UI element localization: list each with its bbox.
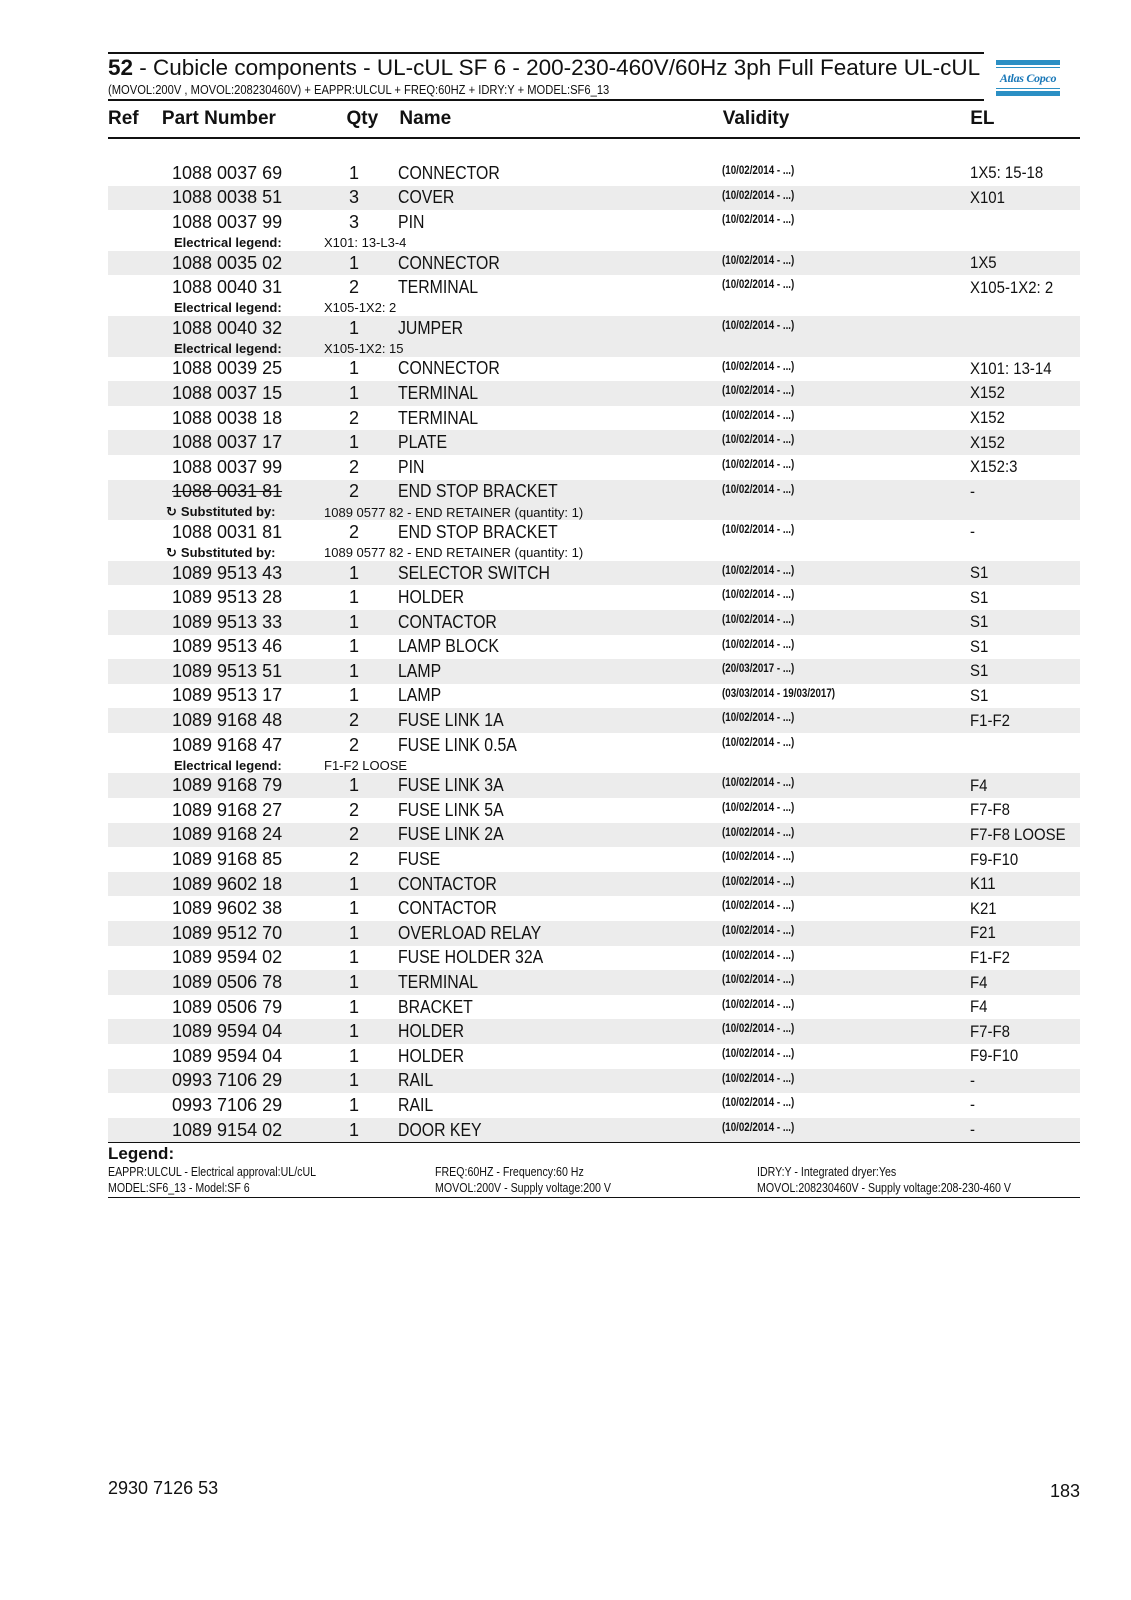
cell-el: S1 [970, 587, 989, 607]
cell-validity: (10/02/2014 - ...) [722, 1048, 795, 1060]
cell-qty: 1 [349, 611, 360, 632]
table-row [108, 921, 1080, 946]
cell-name: TERMINAL [398, 277, 479, 298]
cell-name: FUSE [398, 849, 441, 870]
cell-el: 1X5: 15-18 [970, 163, 1044, 183]
table-row [108, 872, 1080, 897]
table-row [108, 480, 1080, 521]
cell-part-number: 0993 7106 29 [172, 1094, 283, 1115]
table-row [108, 210, 1080, 251]
cell-validity: (10/02/2014 - ...) [722, 900, 795, 913]
legend-item: IDRY:Y - Integrated dryer:Yes [757, 1165, 897, 1180]
cell-qty: 2 [349, 521, 360, 542]
table-row [108, 406, 1080, 431]
logo-text: Atlas Copco [996, 67, 1060, 89]
section-title: - Cubicle components - UL-cUL SF 6 - 200-230-460V/60Hz 3ph Full Feature UL-cUL [133, 55, 981, 80]
table-row [108, 635, 1080, 660]
cell-qty: 1 [349, 562, 360, 583]
cell-el: F7-F8 [970, 800, 1010, 820]
cell-validity: (10/02/2014 - ...) [722, 638, 795, 651]
cell-name: LAMP [398, 685, 442, 706]
electrical-legend-note [108, 300, 1080, 316]
note-label: Electrical legend: [174, 300, 282, 316]
cell-part-number: 1088 0038 18 [172, 407, 283, 428]
cell-validity: (10/02/2014 - ...) [722, 613, 795, 626]
note-label: Substituted by: [180, 504, 276, 520]
cell-name: JUMPER [398, 317, 464, 338]
table-row [108, 186, 1080, 211]
cell-name: HOLDER [398, 1045, 465, 1066]
cell-qty: 1 [349, 660, 360, 681]
cell-name: CONNECTOR [398, 162, 500, 183]
cell-el: X105-1X2: 2 [970, 277, 1054, 297]
cell-part-number: 1088 0040 31 [172, 277, 283, 298]
cell-validity: (10/02/2014 - ...) [722, 409, 795, 422]
cell-validity: (10/02/2014 - ...) [722, 925, 795, 938]
cell-part-number: 1088 0040 32 [172, 317, 283, 338]
cell-name: CONNECTOR [398, 358, 500, 379]
table-row [108, 733, 1080, 774]
cell-qty: 1 [349, 947, 360, 968]
cell-part-number: 1088 0031 81 [172, 521, 283, 542]
cell-el: F4 [970, 997, 988, 1017]
refresh-icon: ↻ [166, 504, 177, 520]
note-value: 1089 0577 82 - END RETAINER (quantity: 1) [324, 545, 584, 561]
substitution-note [108, 545, 1080, 561]
cell-part-number: 1088 0035 02 [172, 252, 283, 273]
cell-el: - [970, 481, 975, 501]
table-row [108, 357, 1080, 382]
cell-part-number: 1089 9513 46 [172, 636, 283, 657]
table-row [108, 610, 1080, 635]
cell-name: TERMINAL [398, 407, 479, 428]
col-header-part-number: Part Number [161, 108, 276, 129]
cell-qty: 1 [349, 972, 360, 993]
cell-part-number: 1089 0506 79 [172, 996, 283, 1017]
cell-el: X152 [970, 383, 1005, 403]
note-value: 1089 0577 82 - END RETAINER (quantity: 1) [324, 504, 584, 520]
page-number: 183 [1049, 1481, 1080, 1501]
cell-part-number: 1089 9513 28 [172, 587, 283, 608]
cell-name: COVER [398, 187, 455, 208]
note-value: X101: 13-L3-4 [324, 235, 407, 251]
cell-validity: (10/02/2014 - ...) [722, 458, 795, 471]
legend-item: FREQ:60HZ - Frequency:60 Hz [435, 1165, 584, 1180]
table-row [108, 995, 1080, 1020]
table-row [108, 381, 1080, 406]
table-row [108, 946, 1080, 971]
cell-name: TERMINAL [398, 382, 479, 403]
cell-validity: (10/02/2014 - ...) [722, 826, 795, 839]
cell-validity: (10/02/2014 - ...) [722, 1097, 795, 1110]
cell-qty: 2 [349, 734, 360, 755]
cell-qty: 1 [349, 1094, 360, 1115]
cell-qty: 1 [349, 1045, 360, 1066]
cell-validity: (10/02/2014 - ...) [722, 319, 795, 332]
page-title [108, 56, 984, 80]
logo-bar-bottom [996, 91, 1060, 96]
cell-part-number: 1089 9513 17 [172, 685, 283, 706]
cell-el: F9-F10 [970, 1046, 1019, 1066]
cell-validity: (10/02/2014 - ...) [722, 165, 795, 177]
cell-qty: 2 [349, 277, 360, 298]
cell-name: CONTACTOR [398, 873, 497, 894]
note-value: X105-1X2: 15 [324, 341, 404, 357]
cell-qty: 1 [349, 775, 360, 796]
cell-validity: (10/02/2014 - ...) [722, 712, 795, 725]
cell-qty: 1 [349, 432, 360, 453]
cell-qty: 1 [349, 317, 360, 338]
cell-name: RAIL [398, 1070, 434, 1091]
cell-qty: 1 [349, 252, 360, 273]
cell-qty: 2 [349, 456, 360, 477]
table-row [108, 161, 1080, 186]
table-row [108, 708, 1080, 733]
atlas-copco-logo [996, 60, 1060, 94]
table-row [108, 585, 1080, 610]
cell-name: PLATE [398, 432, 448, 453]
cell-name: BRACKET [398, 996, 473, 1017]
cell-part-number: 1089 9168 85 [172, 849, 283, 870]
cell-validity: (10/02/2014 - ...) [722, 974, 795, 987]
table-row [108, 1118, 1080, 1143]
table-end-rule [108, 1142, 1080, 1143]
cell-qty: 1 [349, 996, 360, 1017]
table-row [108, 823, 1080, 848]
legend-item: MOVOL:208230460V - Supply voltage:208-230-460 V [757, 1181, 1011, 1196]
cell-name: SELECTOR SWITCH [398, 562, 550, 583]
cell-qty: 1 [349, 1070, 360, 1091]
table-row [108, 684, 1080, 709]
cell-validity: (10/02/2014 - ...) [722, 949, 795, 962]
cell-part-number: 1088 0037 99 [172, 211, 283, 232]
cell-qty: 2 [349, 710, 360, 731]
table-header [108, 101, 1080, 139]
title-block [108, 52, 984, 101]
cell-el: F1-F2 [970, 710, 1010, 730]
cell-part-number: 1089 9594 04 [172, 1045, 283, 1066]
legend-item: MODEL:SF6_13 - Model:SF 6 [108, 1181, 250, 1196]
cell-name: END STOP BRACKET [398, 481, 558, 502]
col-header-validity: Validity [722, 108, 790, 129]
table-row [108, 430, 1080, 455]
cell-validity: (10/02/2014 - ...) [722, 524, 795, 537]
cell-part-number: 0993 7106 29 [172, 1070, 283, 1091]
cell-name: LAMP BLOCK [398, 636, 499, 657]
table-row [108, 1093, 1080, 1118]
cell-validity: (10/02/2014 - ...) [722, 736, 795, 749]
cell-validity: (10/02/2014 - ...) [722, 1023, 795, 1036]
cell-name: CONNECTOR [398, 252, 500, 273]
logo-bar-top [996, 60, 1060, 65]
col-header-ref: Ref [108, 108, 139, 129]
cell-name: HOLDER [398, 1021, 465, 1042]
cell-part-number: 1089 9594 04 [172, 1021, 283, 1042]
cell-part-number: 1088 0031 81 [172, 481, 283, 502]
table-row [108, 1044, 1080, 1069]
cell-el: S1 [970, 563, 989, 583]
cell-qty: 1 [349, 358, 360, 379]
note-value: F1-F2 LOOSE [324, 757, 408, 773]
electrical-legend-note [108, 235, 1080, 251]
cell-part-number: 1089 9602 38 [172, 898, 283, 919]
col-header-el: EL [970, 108, 995, 129]
cell-name: END STOP BRACKET [398, 521, 558, 542]
cell-el: X152 [970, 408, 1005, 428]
cell-qty: 1 [349, 587, 360, 608]
refresh-icon: ↻ [166, 544, 177, 560]
cell-validity: (10/02/2014 - ...) [722, 434, 795, 447]
table-row [108, 773, 1080, 798]
cell-part-number: 1088 0038 51 [172, 187, 283, 208]
cell-el: X101 [970, 187, 1005, 207]
table-row [108, 275, 1080, 316]
parts-page [108, 52, 1080, 1198]
cell-el: K21 [970, 898, 997, 918]
cell-part-number: 1088 0037 17 [172, 432, 283, 453]
table-row [108, 896, 1080, 921]
cell-el: - [970, 1070, 975, 1090]
cell-qty: 1 [349, 922, 360, 943]
cell-part-number: 1089 9168 79 [172, 775, 283, 796]
cell-part-number: 1089 9513 43 [172, 562, 283, 583]
col-header-qty: Qty [346, 108, 379, 129]
cell-el: S1 [970, 685, 989, 705]
substitution-note [108, 504, 1080, 520]
cell-validity: (10/02/2014 - ...) [722, 214, 795, 227]
cell-part-number: 1089 9512 70 [172, 922, 283, 943]
cell-el [970, 212, 1080, 232]
cell-el: S1 [970, 612, 989, 632]
table-row [108, 970, 1080, 995]
cell-el [970, 735, 1080, 755]
table-row [108, 659, 1080, 684]
cell-name: FUSE HOLDER 32A [398, 947, 544, 968]
cell-name: RAIL [398, 1094, 434, 1115]
cell-part-number: 1088 0037 15 [172, 382, 283, 403]
cell-qty: 3 [349, 211, 360, 232]
cell-name: FUSE LINK 1A [398, 710, 504, 731]
parts-table-body [108, 161, 1080, 1142]
cell-qty: 1 [349, 1021, 360, 1042]
cell-part-number: 1089 9594 02 [172, 947, 283, 968]
cell-name: LAMP [398, 660, 442, 681]
cell-validity: (10/02/2014 - ...) [722, 589, 795, 602]
electrical-legend-note [108, 757, 1080, 773]
cell-validity: (10/02/2014 - ...) [722, 254, 795, 267]
cell-part-number: 1089 9513 51 [172, 660, 283, 681]
cell-el: F7-F8 LOOSE [970, 824, 1066, 844]
table-row [108, 316, 1080, 357]
cell-el: F1-F2 [970, 947, 1010, 967]
cell-validity: (10/02/2014 - ...) [722, 483, 795, 496]
table-row [108, 561, 1080, 586]
cell-validity: (10/02/2014 - ...) [722, 998, 795, 1011]
cell-part-number: 1089 9168 27 [172, 799, 283, 820]
cell-qty: 2 [349, 849, 360, 870]
table-row [108, 1019, 1080, 1044]
cell-el: - [970, 1120, 975, 1140]
cell-qty: 1 [349, 1119, 360, 1140]
cell-validity: (10/02/2014 - ...) [722, 189, 795, 202]
cell-qty: 2 [349, 407, 360, 428]
cell-validity: (10/02/2014 - ...) [722, 385, 795, 398]
cell-el: X101: 13-14 [970, 358, 1052, 378]
cell-qty: 2 [349, 481, 360, 502]
col-header-name: Name [399, 108, 452, 129]
cell-el: S1 [970, 636, 989, 656]
cell-name: CONTACTOR [398, 898, 497, 919]
section-number: 52 [108, 55, 134, 80]
legend-title: Legend: [108, 1144, 175, 1164]
note-label: Electrical legend: [174, 341, 282, 357]
cell-el: F4 [970, 775, 988, 795]
cell-name: OVERLOAD RELAY [398, 922, 542, 943]
cell-part-number: 1089 0506 78 [172, 972, 283, 993]
cell-part-number: 1089 9168 47 [172, 734, 283, 755]
legend-grid [108, 1164, 1080, 1198]
cell-name: CONTACTOR [398, 611, 497, 632]
cell-el: - [970, 522, 975, 542]
cell-el: F7-F8 [970, 1021, 1010, 1041]
cell-name: HOLDER [398, 587, 465, 608]
cell-qty: 1 [349, 898, 360, 919]
cell-validity: (20/03/2017 - ...) [722, 663, 795, 676]
table-row [108, 798, 1080, 823]
cell-el: F4 [970, 972, 988, 992]
cell-qty: 2 [349, 799, 360, 820]
cell-validity: (10/02/2014 - ...) [722, 875, 795, 888]
cell-validity: (10/02/2014 - ...) [722, 851, 795, 864]
cell-name: PIN [398, 211, 425, 232]
cell-part-number: 1089 9154 02 [172, 1119, 283, 1140]
cell-el: - [970, 1095, 975, 1115]
table-row [108, 251, 1080, 276]
cell-part-number: 1088 0039 25 [172, 358, 283, 379]
note-label: Electrical legend: [174, 235, 282, 251]
cell-el: X152 [970, 432, 1005, 452]
table-row [108, 847, 1080, 872]
note-label: Substituted by: [180, 544, 276, 560]
note-label: Electrical legend: [174, 757, 282, 773]
cell-part-number: 1089 9513 33 [172, 611, 283, 632]
cell-validity: (10/02/2014 - ...) [722, 279, 795, 292]
cell-validity: (03/03/2014 - 19/03/2017) [722, 687, 836, 700]
page-subtitle: (MOVOL:200V , MOVOL:208230460V) + EAPPR:ULCUL + FREQ:60HZ + IDRY:Y + MODEL:SF6_13 [108, 82, 610, 97]
cell-qty: 3 [349, 187, 360, 208]
table-row [108, 520, 1080, 561]
cell-validity: (10/02/2014 - ...) [722, 1072, 795, 1085]
cell-name: DOOR KEY [398, 1119, 482, 1140]
cell-part-number: 1088 0037 99 [172, 456, 283, 477]
cell-el: F9-F10 [970, 849, 1019, 869]
cell-validity: (10/02/2014 - ...) [722, 802, 795, 815]
cell-part-number: 1088 0037 69 [172, 162, 283, 183]
cell-el: 1X5 [970, 253, 997, 273]
note-value: X105-1X2: 2 [324, 300, 397, 316]
cell-validity: (10/02/2014 - ...) [722, 1121, 795, 1134]
cell-name: FUSE LINK 0.5A [398, 734, 517, 755]
table-row [108, 1069, 1080, 1094]
cell-qty: 1 [349, 873, 360, 894]
cell-name: FUSE LINK 2A [398, 824, 504, 845]
cell-qty: 1 [349, 685, 360, 706]
cell-part-number: 1089 9602 18 [172, 873, 283, 894]
cell-qty: 2 [349, 824, 360, 845]
cell-qty: 1 [349, 636, 360, 657]
cell-validity: (10/02/2014 - ...) [722, 564, 795, 577]
cell-validity: (10/02/2014 - ...) [722, 360, 795, 373]
cell-name: PIN [398, 456, 425, 477]
cell-el: F21 [970, 923, 996, 943]
cell-name: TERMINAL [398, 972, 479, 993]
legend-item: MOVOL:200V - Supply voltage:200 V [435, 1181, 612, 1196]
table-row [108, 455, 1080, 480]
cell-name: FUSE LINK 3A [398, 775, 504, 796]
legend-item: EAPPR:ULCUL - Electrical approval:UL/cUL [108, 1165, 317, 1180]
cell-el: K11 [970, 874, 996, 894]
document-number: 2930 7126 53 [108, 1478, 219, 1498]
cell-validity: (10/02/2014 - ...) [722, 777, 795, 790]
cell-qty: 1 [349, 162, 360, 183]
cell-part-number: 1089 9168 48 [172, 710, 283, 731]
electrical-legend-note [108, 341, 1080, 357]
cell-el: X152:3 [970, 457, 1018, 477]
cell-el [970, 318, 1080, 338]
cell-part-number: 1089 9168 24 [172, 824, 283, 845]
cell-qty: 1 [349, 382, 360, 403]
cell-el: S1 [970, 661, 989, 681]
cell-name: FUSE LINK 5A [398, 799, 504, 820]
